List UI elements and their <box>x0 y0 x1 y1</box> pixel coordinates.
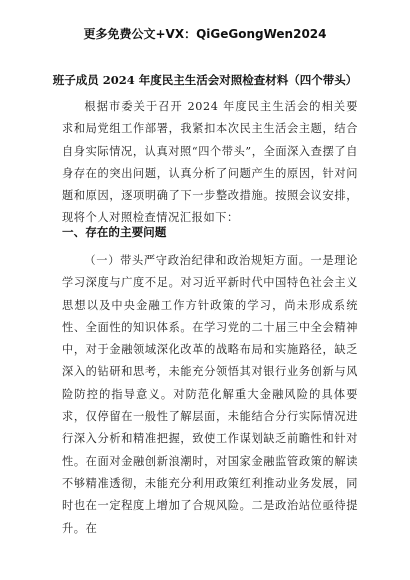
intro-paragraph-block <box>62 96 358 230</box>
section1-paragraph: （一）带头严守政治纪律和政治规矩方面。一是理论学习深度与广度不足。对习近平新时代中国特色社会主义思想以及中央金融工作方针政策的学习，尚未形成系统性、全面性的知识体系。在学习党的二十届三中全会精神中，对于金融领域深化改革的战略布局和实施路径，缺乏深入的钻研和思考，未能充分领悟其对银行业务创新与风险防控的指导意义。对防范化解重大金融风险的具体要求，仅停留在一般性了解层面，未能结合分行实际情况进行深入分析和精准把握，致使工作谋划缺乏前瞻性和针对性。在面对金融创新浪潮时，对国家金融监管政策的解读不够精准透彻，未能充分利用政策红利推动业务发展，同时也在一定程度上增加了合规风险。二是政治站位亟待提升。在 <box>62 254 358 535</box>
section-heading: 一、存在的主要问题 <box>62 225 167 239</box>
document-title: 班子成员 2024 年度民主生活会对照检查材料（四个带头） <box>52 73 358 87</box>
watermark-text: 更多免费公文+VX：QiGeGongWen2024 <box>83 27 327 41</box>
intro-paragraph: 根据市委关于召开 2024 年度民主生活会的相关要求和局党组工作部署，我紧扣本次民主生活会主题，结合自身实际情况，认真对照“四个带头”，全面深入查摆了自身存在的突出问题，认真分析了问题产生的原因，针对问题和原因，逐项明确了下一步整改措施。按照会议安排，现将个人对照检查情况汇报如下： <box>62 100 358 225</box>
section1-paragraph-block <box>62 250 358 540</box>
